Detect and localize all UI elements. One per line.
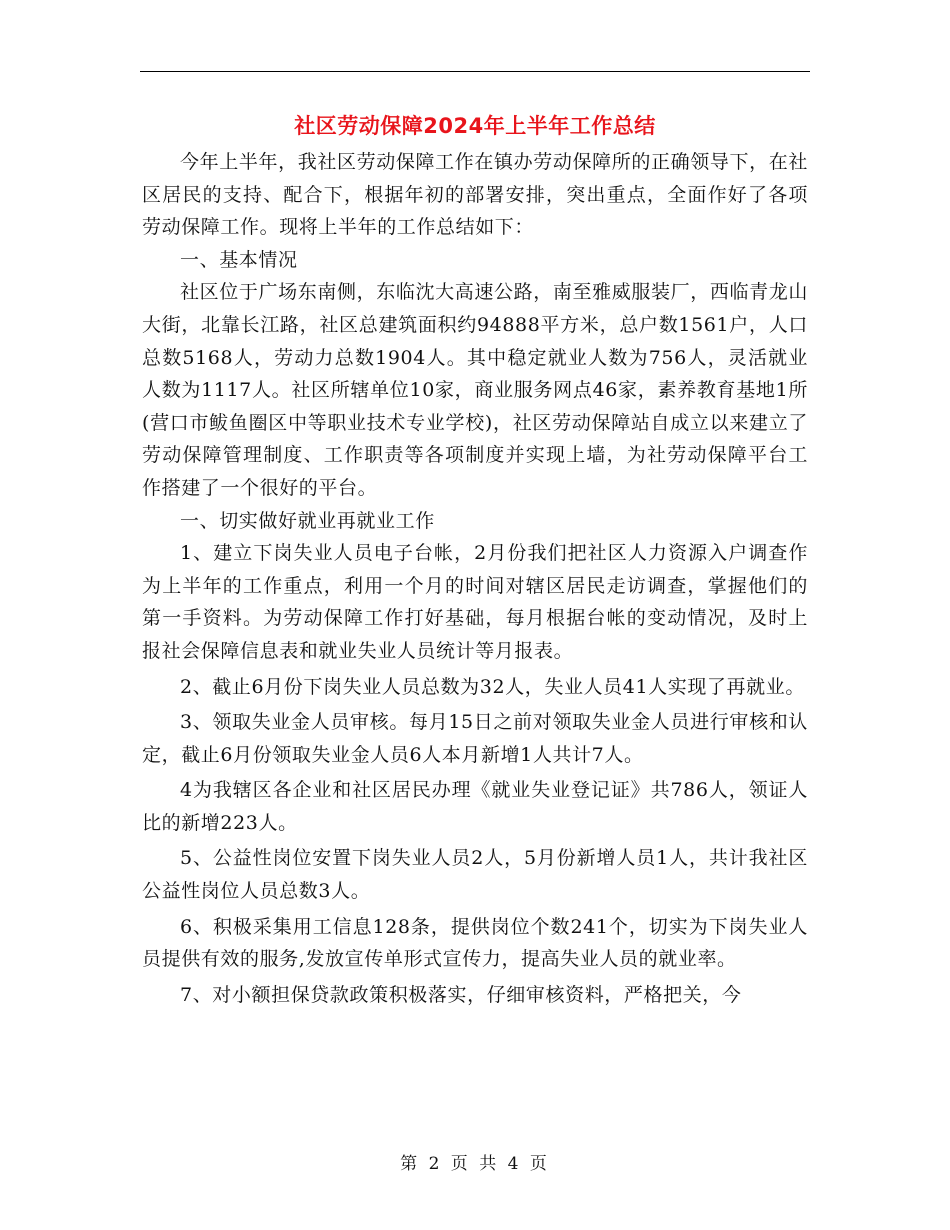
list-item: 5、公益性岗位安置下岗失业人员2人，5月份新增人员1人，共计我社区公益性岗位人员总数3人。 [142, 847, 808, 903]
list-item: 7、对小额担保贷款政策积极落实，仔细审核资料，严格把关，今 [180, 983, 742, 1006]
list-item: 4为我辖区各企业和社区居民办理《就业失业登记证》共786人，领证人比的新增223人。 [142, 779, 808, 834]
list-item: 1、建立下岗失业人员电子台帐，2月份我们把社区人力资源入户调查作为上半年的工作重点，利用一个月的时间对辖区居民走访调查，掌握他们的第一手资料。为劳动保障工作打好基础，每月根据台帐的变动情况，及时上报社会保障信息表和就业失业人员统计等月报表。 [142, 542, 808, 662]
list-item: 2、截止6月份下岗失业人员总数为32人，失业人员41人实现了再就业。 [180, 675, 805, 698]
document-body [142, 146, 808, 1011]
document-title: 社区劳动保障2024年上半年工作总结 [294, 114, 656, 138]
section-heading-basic-situation: 一、基本情况 [180, 248, 298, 271]
list-item: 6、积极采集用工信息128条，提供岗位个数241个，切实为下岗失业人员提供有效的服务,发放宣传单形式宣传力，提高失业人员的就业率。 [142, 915, 808, 971]
basic-situation-paragraph: 社区位于广场东南侧，东临沈大高速公路，南至雅威服装厂，西临青龙山大街，北靠长江路，社区总建筑面积约94888平方米，总户数1561户，人口总数5168人，劳动力总数1904人。其中稳定就业人数为756人，灵活就业人数为1117人。社区所辖单位10家，商业服务网点46家，素养教育基地1所(营口市鲅鱼圈区中等职业技术专业学校)，社区劳动保障站自成立以来建立了劳动保障管理制度、工作职责等各项制度并实现上墙，为社劳动保障平台工作搭建了一个很好的平台。 [142, 281, 808, 499]
page-number-footer: 第 2 页 共 4 页 [400, 1154, 550, 1174]
section-heading-employment: 一、切实做好就业再就业工作 [180, 509, 435, 532]
header-rule [140, 71, 810, 72]
list-item: 3、领取失业金人员审核。每月15日之前对领取失业金人员进行审核和认定，截止6月份领取失业金人员6人本月新增1人共计7人。 [142, 711, 808, 766]
intro-paragraph: 今年上半年，我社区劳动保障工作在镇办劳动保障所的正确领导下，在社区居民的支持、配合下，根据年初的部署安排，突出重点，全面作好了各项劳动保障工作。现将上半年的工作总结如下： [142, 151, 808, 239]
